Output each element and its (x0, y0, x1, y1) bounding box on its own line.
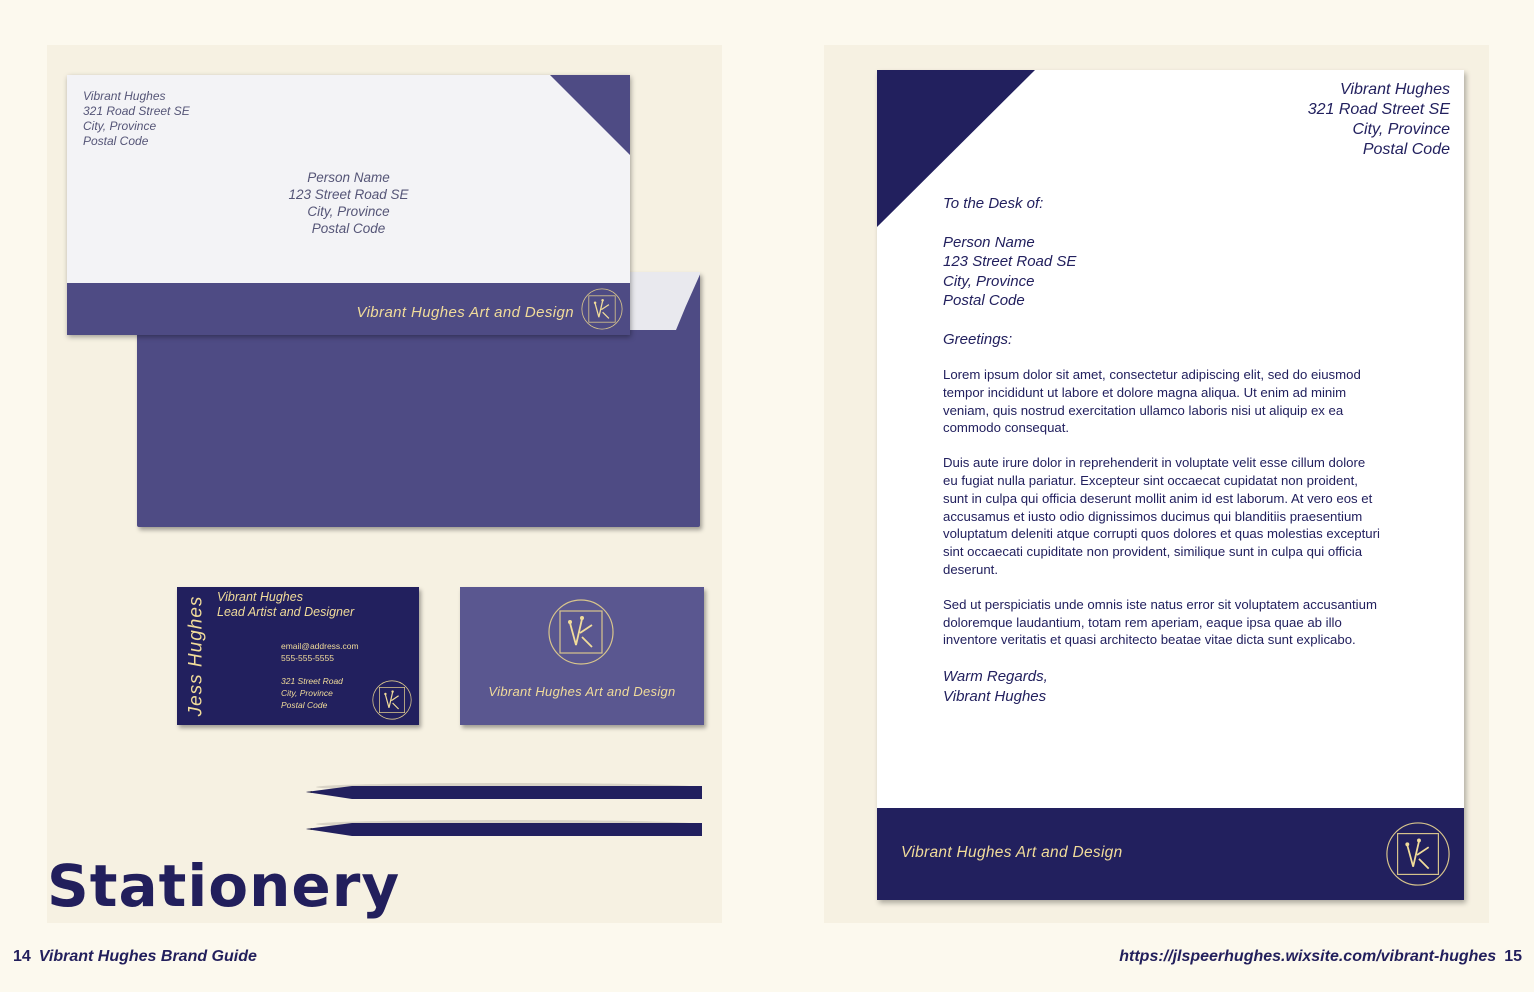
card-vertical-name (181, 587, 211, 725)
letter-closing-block (943, 667, 1383, 706)
card-role: Lead Artist and Designer (217, 605, 355, 619)
letter-signature: Vibrant Hughes (943, 687, 1047, 705)
pencil-icon (306, 820, 702, 838)
return-address-line: City, Province (83, 119, 157, 133)
letterhead-footer-brand: Vibrant Hughes Art and Design (901, 844, 1123, 861)
vh-monogram-icon (546, 597, 616, 667)
pencil-icon (306, 783, 702, 801)
recipient-line: Postal Code (311, 221, 386, 236)
footer-left (13, 948, 257, 966)
business-card-front (177, 587, 419, 725)
card-address (281, 675, 343, 711)
letter-desk-line: To the Desk of: (943, 195, 1044, 212)
letter-recipient (943, 233, 1383, 311)
recipient-line: City, Province (307, 204, 390, 219)
letterhead-page (877, 70, 1464, 900)
website-link[interactable]: https://jlspeerhughes.wixsite.com/vibrant-hughes (1119, 948, 1497, 965)
sender-line: 321 Road Street SE (1307, 101, 1450, 118)
envelope-return-address (83, 89, 190, 149)
letter-paragraph: Duis aute irure dolor in reprehenderit in voluptate velit esse cillum dolore eu fugiat nulla pariatur. Excepteur sint occaecat cupidatat non proident, sunt in culpa qui officia deserunt mollit anim id est laborum. At vero eos et accusamus et iusto odio dignissimos ducimus qui blanditiis praesentium voluptatum deleniti atque corrupti quos dolores et quas molestias excepturi sint occaecati cupiditate non provident, similique sunt in culpa qui officia deserunt. (943, 455, 1380, 577)
letter-recipient-line: City, Province (943, 272, 1035, 290)
card-name-block (217, 590, 354, 620)
card-vertical-name-text: Jess Hughes (185, 595, 206, 717)
vh-monogram-icon (371, 679, 413, 721)
page-number-left: 14 (13, 948, 31, 965)
letter-paragraph: Sed ut perspiciatis unde omnis iste natus error sit voluptatem accusantium doloremque laudantium, totam rem aperiam, eaque ipsa quae ab illo inventore veritatis et quasi architecto beatae vitae dicta sunt explicabo. (943, 596, 1377, 648)
card-address-line: Postal Code (281, 700, 328, 710)
letter-recipient-line: 123 Street Road SE (943, 253, 1077, 270)
letter-recipient-line: Person Name (943, 233, 1035, 251)
card-email: email@address.com (281, 641, 359, 651)
vh-monogram-icon (1384, 820, 1452, 888)
vh-monogram-icon (580, 287, 624, 331)
card-address-line: 321 Street Road (281, 676, 343, 686)
card-name: Vibrant Hughes (217, 590, 303, 604)
envelope-front (67, 75, 630, 335)
section-title: Stationery (47, 852, 401, 920)
business-card-back (460, 587, 704, 725)
envelope-recipient-address (257, 169, 440, 237)
envelope-corner-accent (550, 75, 630, 155)
card-address-line: City, Province (281, 688, 333, 698)
return-address-line: Postal Code (83, 134, 149, 148)
letter-recipient-line: Postal Code (943, 292, 1025, 309)
card-phone: 555-555-5555 (281, 653, 334, 663)
recipient-line: Person Name (307, 170, 390, 185)
envelope-brand-text: Vibrant Hughes Art and Design (356, 304, 574, 321)
letter-closing: Warm Regards, (943, 668, 1048, 686)
card-back-brand-text: Vibrant Hughes Art and Design (488, 684, 676, 699)
recipient-line: 123 Street Road SE (288, 187, 409, 202)
letter-greeting: Greetings: (943, 330, 1013, 348)
letter-body (943, 194, 1383, 706)
return-address-line: Vibrant Hughes (83, 89, 166, 103)
page-number-right: 15 (1504, 948, 1522, 965)
card-contact (281, 640, 359, 664)
return-address-line: 321 Road Street SE (83, 104, 190, 118)
sender-line: Vibrant Hughes (1340, 81, 1450, 98)
sender-line: City, Province (1352, 121, 1450, 138)
brand-guide-title: Vibrant Hughes Brand Guide (38, 948, 257, 965)
envelope-brand-band (67, 283, 630, 335)
letter-paragraph: Lorem ipsum dolor sit amet, consectetur adipiscing elit, sed do eiusmod tempor incididunt ut labore et dolore magna aliqua. Ut enim ad minim veniam, quis nostrud exercitation ullamco laboris nisi ut aliquip ex ea commodo consequat. (943, 367, 1361, 436)
letterhead-footer (877, 808, 1464, 900)
sender-line: Postal Code (1362, 141, 1450, 158)
letter-sender-address (1308, 80, 1450, 160)
footer-right (1119, 948, 1522, 966)
